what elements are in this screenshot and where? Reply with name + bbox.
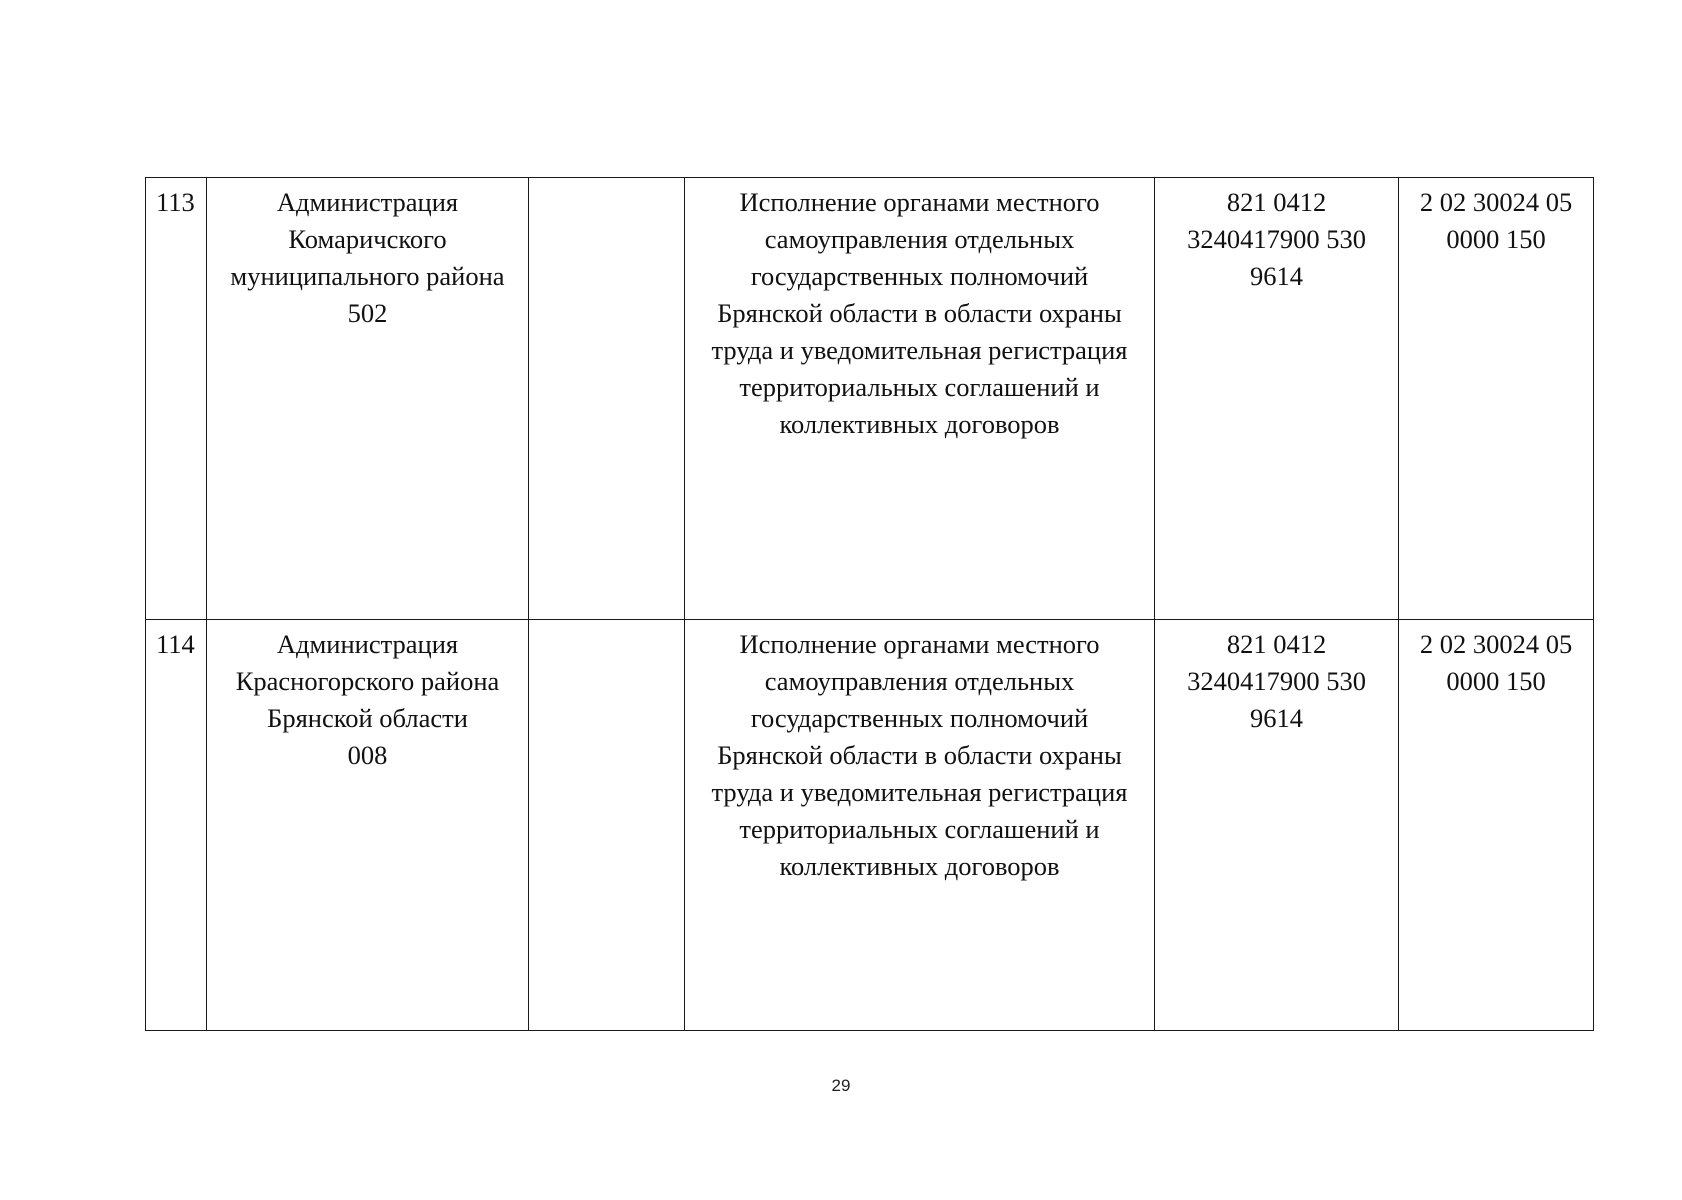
recipient-line: Комаричского xyxy=(288,224,447,254)
row-number: 114 xyxy=(156,629,195,659)
purpose-line: Брянской области в области охраны xyxy=(717,298,1122,328)
revenue-code-line: 2 02 30024 05 xyxy=(1419,187,1573,217)
purpose-line: государственных полномочий xyxy=(750,703,1089,733)
purpose-line: Исполнение органами местного xyxy=(739,629,1100,659)
recipient-code: 008 xyxy=(347,740,388,770)
budget-code-line: 821 0412 xyxy=(1226,629,1327,659)
budget-code-line: 9614 xyxy=(1250,261,1303,291)
purpose-cell xyxy=(685,178,1155,620)
purpose-line: коллективных договоров xyxy=(779,851,1060,881)
purpose-line: самоуправления отдельных xyxy=(764,666,1075,696)
row-number-cell xyxy=(146,178,207,620)
table-row xyxy=(146,178,1594,620)
purpose-line: территориальных соглашений и xyxy=(739,372,1100,402)
revenue-code-line: 0000 150 xyxy=(1446,224,1546,254)
empty-cell xyxy=(529,178,685,620)
recipient-line: Красногорского района xyxy=(235,666,500,696)
page-number: 29 xyxy=(831,1076,851,1095)
row-number-cell xyxy=(146,620,207,1031)
purpose-line: территориальных соглашений и xyxy=(739,814,1100,844)
purpose-line: труда и уведомительная регистрация xyxy=(711,777,1128,807)
budget-code-cell xyxy=(1155,178,1399,620)
recipient-cell xyxy=(207,178,529,620)
purpose-line: труда и уведомительная регистрация xyxy=(711,335,1128,365)
recipient-code: 502 xyxy=(347,298,388,328)
revenue-code-line: 0000 150 xyxy=(1446,666,1546,696)
purpose-line: самоуправления отдельных xyxy=(764,224,1075,254)
purpose-line: коллективных договоров xyxy=(779,409,1060,439)
budget-code-line: 9614 xyxy=(1250,703,1303,733)
purpose-line: Брянской области в области охраны xyxy=(717,740,1122,770)
purpose-line: государственных полномочий xyxy=(750,261,1089,291)
revenue-code-cell xyxy=(1399,620,1594,1031)
recipient-cell xyxy=(207,620,529,1031)
recipient-line: Брянской области xyxy=(267,703,468,733)
revenue-code-line: 2 02 30024 05 xyxy=(1419,629,1573,659)
budget-code-line: 821 0412 xyxy=(1226,187,1327,217)
budget-code-line: 3240417900 530 xyxy=(1187,224,1366,254)
recipient-line: Администрация xyxy=(276,187,459,217)
budget-code-cell xyxy=(1155,620,1399,1031)
recipient-line: муниципального района xyxy=(230,261,505,291)
row-number: 113 xyxy=(156,187,195,217)
empty-cell xyxy=(529,620,685,1031)
allocation-table xyxy=(145,177,1594,1031)
purpose-line: Исполнение органами местного xyxy=(739,187,1100,217)
recipient-line: Администрация xyxy=(276,629,459,659)
revenue-code-cell xyxy=(1399,178,1594,620)
budget-code-line: 3240417900 530 xyxy=(1187,666,1366,696)
table-row xyxy=(146,620,1594,1031)
purpose-cell xyxy=(685,620,1155,1031)
